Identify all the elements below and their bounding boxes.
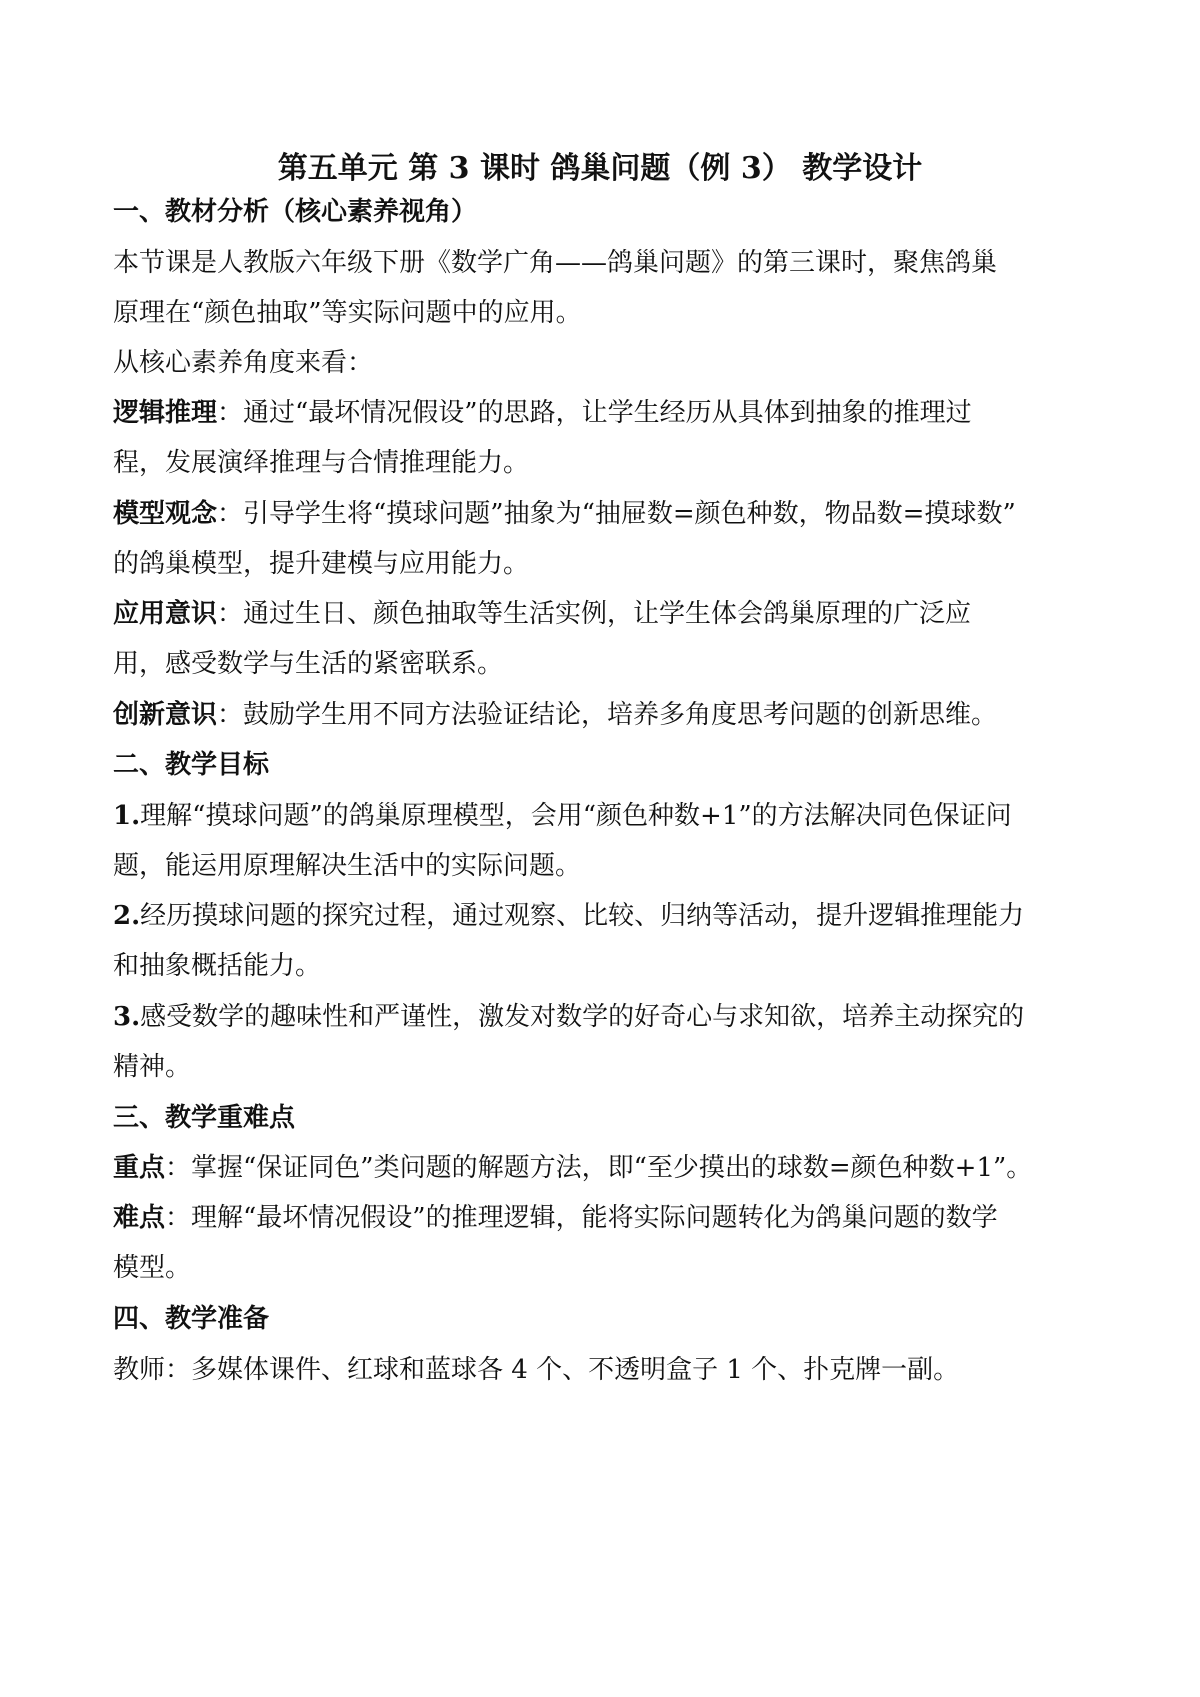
- document-title: 第五单元 第 3 课时 鸽巢问题（例 3） 教学设计: [277, 151, 923, 186]
- goal-text: 感受数学的趣味性和严谨性，激发对数学的好奇心与求知欲，培养主动探究的: [140, 1002, 1025, 1032]
- goal-number: 2.: [113, 901, 141, 931]
- term-logical-reasoning: 逻辑推理: [113, 398, 218, 428]
- paragraph-line: 程，发展演绎推理与合情推理能力。: [113, 448, 530, 478]
- paragraph-line: 的鸽巢模型，提升建模与应用能力。: [113, 549, 530, 579]
- paragraph-application-awareness: [113, 594, 971, 634]
- term-difficult-point: 难点: [113, 1203, 166, 1233]
- paragraph-line: 精神。: [113, 1052, 192, 1082]
- paragraph-line: 原理在“颜色抽取”等实际问题中的应用。: [113, 298, 582, 328]
- paragraph-text: ：鼓励学生用不同方法验证结论，培养多角度思考问题的创新思维。: [217, 700, 998, 730]
- paragraph-text: ：引导学生将“摸球问题”抽象为“抽屉数=颜色种数，物品数=摸球数”: [217, 499, 1016, 529]
- difficult-point: [113, 1198, 998, 1238]
- paragraph-line: 本节课是人教版六年级下册《数学广角——鸽巢问题》的第三课时，聚焦鸽巢: [113, 248, 998, 278]
- paragraph-line: 从核心素养角度来看：: [113, 348, 374, 378]
- key-point: [113, 1148, 1032, 1188]
- goal-text: 理解“摸球问题”的鸽巢原理模型，会用“颜色种数+1”的方法解决同色保证问: [140, 801, 1012, 831]
- goal-text: 经历摸球问题的探究过程，通过观察、比较、归纳等活动，提升逻辑推理能力: [140, 901, 1025, 931]
- goal-item-3: [113, 997, 1024, 1037]
- paragraph-text: ：掌握“保证同色”类问题的解题方法，即“至少摸出的球数=颜色种数+1”。: [165, 1153, 1033, 1183]
- goal-number: 3.: [113, 1002, 141, 1032]
- section-heading-textbook-analysis: 一、教材分析（核心素养视角）: [113, 197, 478, 227]
- goal-item-2: [113, 896, 1024, 936]
- paragraph-text: ：理解“最坏情况假设”的推理逻辑，能将实际问题转化为鸽巢问题的数学: [165, 1203, 998, 1233]
- paragraph-line: 题，能运用原理解决生活中的实际问题。: [113, 851, 582, 881]
- section-heading-teaching-preparation: 四、教学准备: [113, 1304, 270, 1334]
- goal-item-1: [113, 796, 1012, 836]
- paragraph-line: 和抽象概括能力。: [113, 951, 322, 981]
- term-key-point: 重点: [113, 1153, 166, 1183]
- paragraph-model-concept: [113, 494, 1016, 534]
- paragraph-text: ：通过生日、颜色抽取等生活实例，让学生体会鸽巢原理的广泛应: [217, 599, 972, 629]
- goal-number: 1.: [113, 801, 141, 831]
- paragraph-logical-reasoning: [113, 393, 972, 433]
- paragraph-line: 模型。: [113, 1253, 192, 1283]
- term-application-awareness: 应用意识: [113, 599, 218, 629]
- paragraph-innovation-awareness: [113, 695, 997, 735]
- section-heading-teaching-goals: 二、教学目标: [113, 750, 270, 780]
- paragraph-line: 教师：多媒体课件、红球和蓝球各 4 个、不透明盒子 1 个、扑克牌一副。: [113, 1355, 960, 1385]
- paragraph-line: 用，感受数学与生活的紧密联系。: [113, 649, 504, 679]
- section-heading-key-difficult-points: 三、教学重难点: [113, 1103, 296, 1133]
- paragraph-text: ：通过“最坏情况假设”的思路，让学生经历从具体到抽象的推理过: [217, 398, 972, 428]
- term-innovation-awareness: 创新意识: [113, 700, 218, 730]
- term-model-concept: 模型观念: [113, 499, 218, 529]
